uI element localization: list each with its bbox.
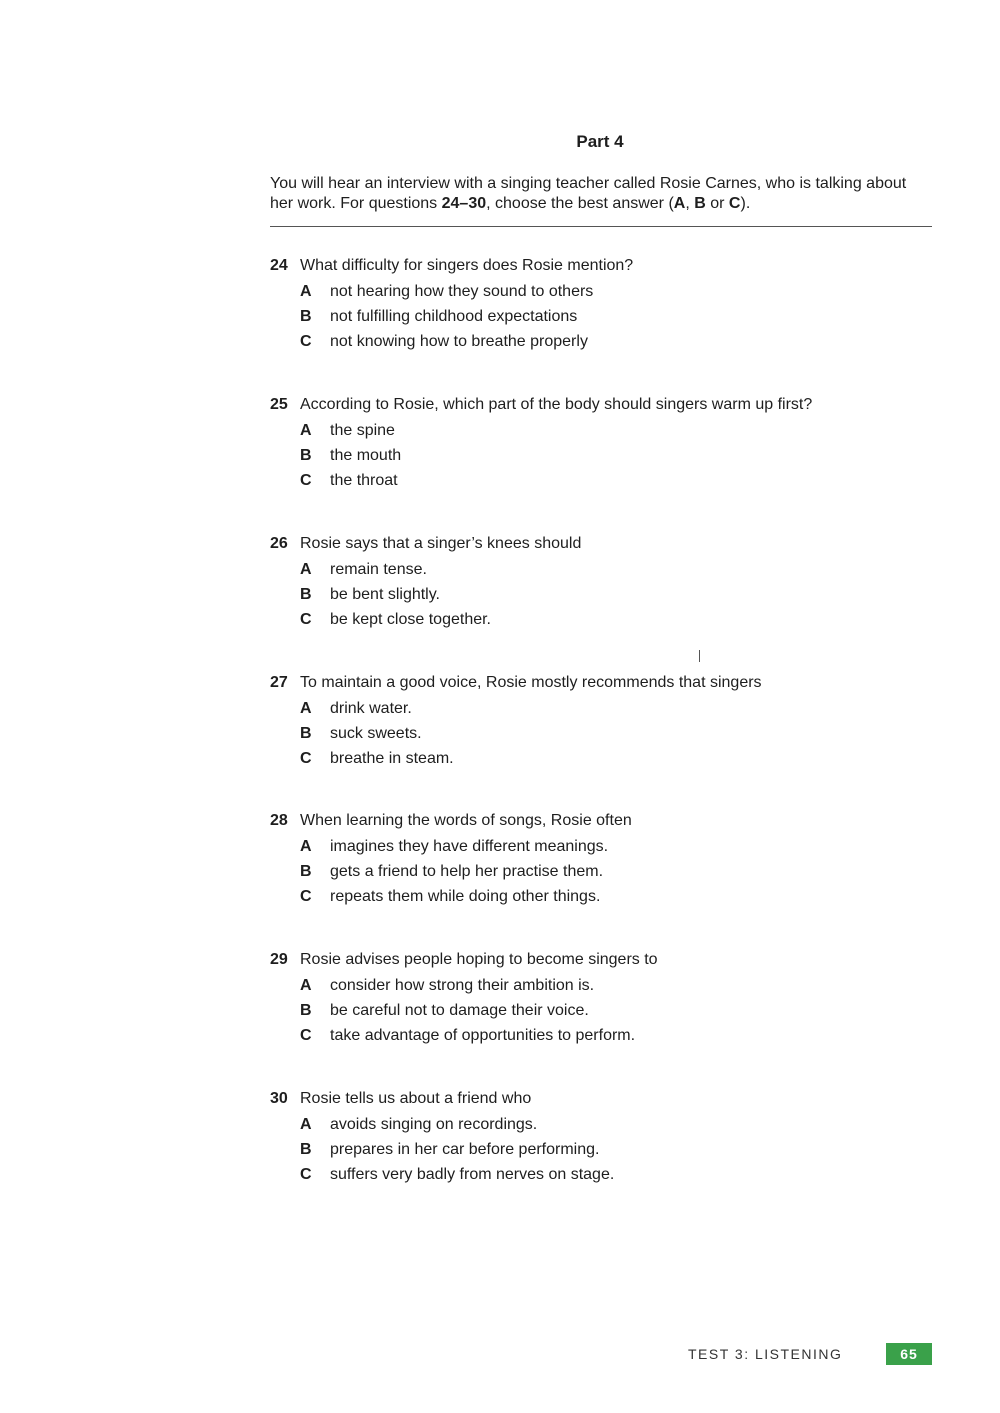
option-letter: A bbox=[300, 283, 312, 300]
footer-section-label: TEST 3: LISTENING bbox=[688, 1346, 843, 1362]
option-letter: A bbox=[300, 700, 312, 717]
question-stem bbox=[270, 253, 930, 279]
option-a[interactable] bbox=[270, 696, 930, 721]
question-28 bbox=[270, 808, 930, 909]
option-letter: C bbox=[300, 1166, 312, 1183]
instructions-text-3: ). bbox=[740, 195, 751, 212]
option-b[interactable] bbox=[270, 998, 930, 1023]
question-stem bbox=[270, 392, 930, 418]
stray-pen-mark bbox=[699, 650, 700, 662]
option-a[interactable] bbox=[270, 973, 930, 998]
option-text: the spine bbox=[330, 422, 395, 439]
option-a[interactable] bbox=[270, 834, 930, 859]
option-letter: A bbox=[300, 561, 312, 578]
option-text: suffers very badly from nerves on stage. bbox=[330, 1166, 615, 1183]
question-text: Rosie says that a singer’s knees should bbox=[300, 535, 582, 552]
option-letter: C bbox=[300, 888, 312, 905]
question-text: When learning the words of songs, Rosie often bbox=[300, 812, 632, 829]
page-number-badge: 65 bbox=[886, 1343, 932, 1365]
instructions-opt-b: B bbox=[694, 195, 706, 212]
option-text: not fulfilling childhood expectations bbox=[330, 308, 578, 325]
option-letter: C bbox=[300, 333, 312, 350]
option-b[interactable] bbox=[270, 582, 930, 607]
option-text: drink water. bbox=[330, 700, 412, 717]
option-text: breathe in steam. bbox=[330, 750, 454, 767]
option-a[interactable] bbox=[270, 279, 930, 304]
option-text: be careful not to damage their voice. bbox=[330, 1002, 589, 1019]
option-c[interactable] bbox=[270, 1162, 930, 1187]
question-27 bbox=[270, 670, 930, 771]
instructions-range: 24–30 bbox=[441, 195, 487, 212]
option-b[interactable] bbox=[270, 721, 930, 746]
question-24 bbox=[270, 253, 930, 354]
question-stem bbox=[270, 1086, 930, 1112]
question-number: 27 bbox=[270, 674, 288, 691]
option-text: be bent slightly. bbox=[330, 586, 440, 603]
option-c[interactable] bbox=[270, 329, 930, 354]
question-text: According to Rosie, which part of the body should singers warm up first? bbox=[300, 396, 813, 413]
question-number: 28 bbox=[270, 812, 288, 829]
option-letter: A bbox=[300, 977, 312, 994]
option-text: imagines they have different meanings. bbox=[330, 838, 609, 855]
option-text: consider how strong their ambition is. bbox=[330, 977, 595, 994]
question-text: Rosie tells us about a friend who bbox=[300, 1090, 532, 1107]
question-number: 29 bbox=[270, 951, 288, 968]
question-stem bbox=[270, 670, 930, 696]
option-text: avoids singing on recordings. bbox=[330, 1116, 538, 1133]
option-text: repeats them while doing other things. bbox=[330, 888, 601, 905]
option-text: be kept close together. bbox=[330, 611, 491, 628]
question-stem bbox=[270, 531, 930, 557]
question-number: 24 bbox=[270, 257, 288, 274]
option-a[interactable] bbox=[270, 418, 930, 443]
question-30 bbox=[270, 1086, 930, 1187]
option-letter: A bbox=[300, 838, 312, 855]
option-text: the throat bbox=[330, 472, 398, 489]
instructions-text-2: , choose the best answer ( bbox=[486, 195, 674, 212]
divider-line bbox=[270, 226, 932, 227]
option-a[interactable] bbox=[270, 557, 930, 582]
question-25 bbox=[270, 392, 930, 493]
option-letter: B bbox=[300, 586, 312, 603]
option-letter: B bbox=[300, 308, 312, 325]
instructions-opt-c: C bbox=[728, 195, 741, 212]
question-26 bbox=[270, 531, 930, 632]
option-b[interactable] bbox=[270, 443, 930, 468]
option-text: not hearing how they sound to others bbox=[330, 283, 594, 300]
question-29 bbox=[270, 947, 930, 1048]
instructions-opt-a: A bbox=[673, 195, 686, 212]
instructions bbox=[270, 174, 930, 214]
question-number: 26 bbox=[270, 535, 288, 552]
option-letter: B bbox=[300, 1002, 312, 1019]
option-letter: B bbox=[300, 725, 312, 742]
option-letter: B bbox=[300, 1141, 312, 1158]
option-letter: A bbox=[300, 1116, 312, 1133]
option-letter: B bbox=[300, 447, 312, 464]
option-b[interactable] bbox=[270, 1137, 930, 1162]
option-text: the mouth bbox=[330, 447, 402, 464]
option-letter: C bbox=[300, 1027, 312, 1044]
option-letter: A bbox=[300, 422, 312, 439]
question-text: Rosie advises people hoping to become singers to bbox=[300, 951, 658, 968]
instructions-sep-2: or bbox=[705, 195, 729, 212]
option-text: prepares in her car before performing. bbox=[330, 1141, 600, 1158]
question-stem bbox=[270, 808, 930, 834]
option-text: remain tense. bbox=[330, 561, 427, 578]
option-c[interactable] bbox=[270, 468, 930, 493]
option-text: take advantage of opportunities to perform. bbox=[330, 1027, 636, 1044]
option-c[interactable] bbox=[270, 746, 930, 771]
option-text: gets a friend to help her practise them. bbox=[330, 863, 604, 880]
question-number: 30 bbox=[270, 1090, 288, 1107]
option-letter: C bbox=[300, 750, 312, 767]
instructions-sep-1: , bbox=[685, 195, 695, 212]
instructions-text-1: You will hear an interview with a singing teacher called Rosie Carnes, who is talking about her work. For questions bbox=[270, 175, 907, 212]
option-letter: C bbox=[300, 611, 312, 628]
option-a[interactable] bbox=[270, 1112, 930, 1137]
option-text: not knowing how to breathe properly bbox=[330, 333, 588, 350]
question-text: To maintain a good voice, Rosie mostly recommends that singers bbox=[300, 674, 762, 691]
option-letter: C bbox=[300, 472, 312, 489]
option-letter: B bbox=[300, 863, 312, 880]
option-b[interactable] bbox=[270, 304, 930, 329]
question-number: 25 bbox=[270, 396, 288, 413]
question-text: What difficulty for singers does Rosie mention? bbox=[300, 257, 634, 274]
option-text: suck sweets. bbox=[330, 725, 422, 742]
part-title: Part 4 bbox=[576, 132, 624, 151]
question-stem bbox=[270, 947, 930, 973]
option-c[interactable] bbox=[270, 607, 930, 632]
option-b[interactable] bbox=[270, 859, 930, 884]
option-c[interactable] bbox=[270, 1023, 930, 1048]
option-c[interactable] bbox=[270, 884, 930, 909]
